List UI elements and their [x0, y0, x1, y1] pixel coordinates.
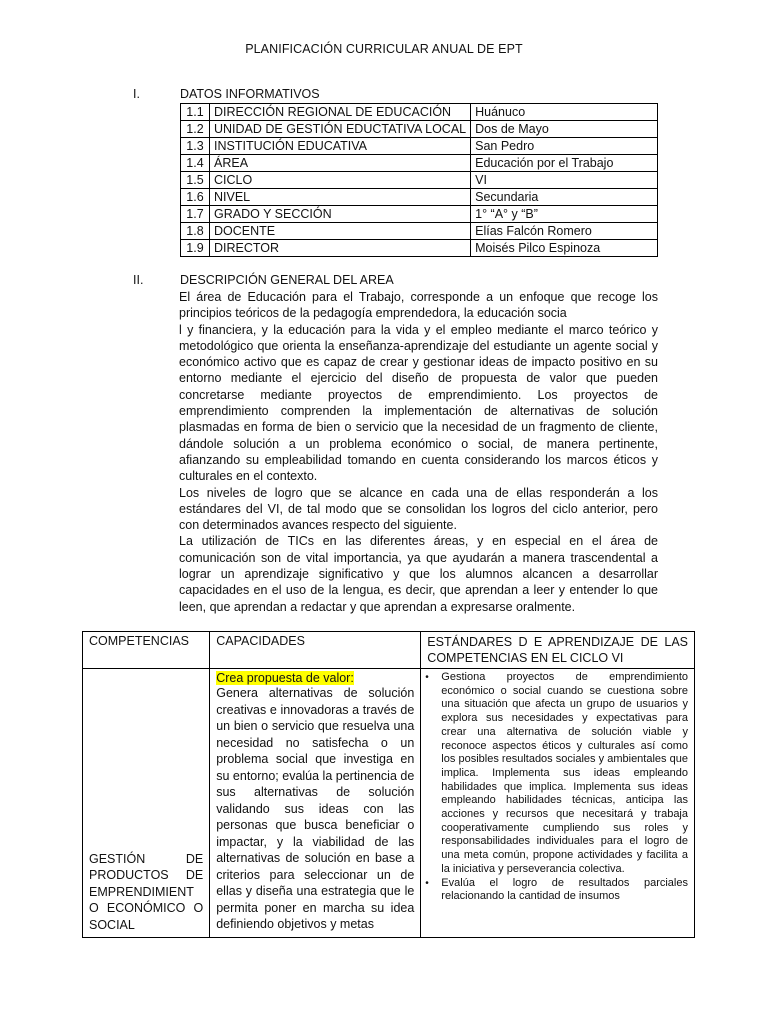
info-row: [181, 155, 658, 172]
header-competencias: COMPETENCIAS: [83, 632, 210, 669]
info-row-number: 1.1: [181, 104, 210, 121]
area-description: [179, 289, 658, 615]
bullet-dot-icon: •: [425, 672, 429, 683]
info-row-number: 1.4: [181, 155, 210, 172]
info-row-label: INSTITUCIÓN EDUCATIVA: [210, 138, 471, 155]
description-paragraph: Los niveles de logro que se alcance en cada una de ellas responderán a los estándares del VI, de tal modo que se consolidan los logros del ciclo anterior, pero con determinados avances respecto del siguiente.: [179, 485, 658, 533]
info-row-number: 1.6: [181, 189, 210, 206]
info-row-label: DIRECTOR: [210, 240, 471, 257]
info-row-number: 1.7: [181, 206, 210, 223]
standard-bullet-text: Evalúa el logro de resultados parciales relacionando la cantidad de insumos: [441, 876, 688, 903]
info-row-value: Educación por el Trabajo: [471, 155, 658, 172]
competency-cell: [83, 669, 210, 938]
section-1-numeral: I.: [133, 87, 140, 101]
info-row-number: 1.3: [181, 138, 210, 155]
competencies-table: [82, 631, 695, 938]
competency-row: [83, 669, 695, 938]
info-row: [181, 138, 658, 155]
info-row-number: 1.5: [181, 172, 210, 189]
info-row-label: ÁREA: [210, 155, 471, 172]
standard-bullet: [427, 671, 688, 877]
info-row-value: Huánuco: [471, 104, 658, 121]
info-row: [181, 189, 658, 206]
header-estandares: ESTÁNDARES D E APRENDIZAJE DE LAS COMPETENCIAS EN EL CICLO VI: [421, 632, 695, 669]
info-row: [181, 121, 658, 138]
info-row-number: 1.9: [181, 240, 210, 257]
info-row-label: CICLO: [210, 172, 471, 189]
competencies-header-row: [83, 632, 695, 669]
document-title: PLANIFICACIÓN CURRICULAR ANUAL DE EPT: [245, 42, 523, 56]
info-row-number: 1.8: [181, 223, 210, 240]
standards-cell: [421, 669, 695, 938]
capacity-title: Crea propuesta de valor:: [216, 671, 354, 685]
header-capacidades: CAPACIDADES: [210, 632, 421, 669]
section-2-numeral: II.: [133, 273, 144, 287]
info-row-number: 1.2: [181, 121, 210, 138]
info-row-label: DOCENTE: [210, 223, 471, 240]
standard-bullet: [427, 877, 688, 904]
section-2-heading: DESCRIPCIÓN GENERAL DEL AREA: [180, 273, 394, 287]
competency-name: GESTIÓN DE PRODUCTOS DE EMPRENDIMIENT O ECONÓMICO O SOCIAL: [89, 851, 204, 932]
info-row-label: GRADO Y SECCIÓN: [210, 206, 471, 223]
bullet-dot-icon: •: [425, 877, 429, 889]
info-row-value: Secundaria: [471, 189, 658, 206]
description-paragraph: La utilización de TICs en las diferentes áreas, y en especial en el área de comunicación son de vital importancia, ya que ayudarán a manera trascendental a lograr un aprendizaje significativo y que los alumnos alcancen a desarrollar capacidades en el uso de la lengua, es decir, que aprendan a leer y entender lo que leen, que aprendan a redactar y que aprendan a expresarse oralmente.: [179, 534, 658, 614]
info-row-value: San Pedro: [471, 138, 658, 155]
info-row-label: NIVEL: [210, 189, 471, 206]
info-row: [181, 240, 658, 257]
info-row: [181, 172, 658, 189]
description-paragraph: l y financiera, y la educación para la vida y el empleo mediante el marco teórico y metodológico que orienta la enseñanza-aprendizaje del estudiante un agente social y económico activo que es capaz de crear y gestionar ideas de impacto positivo en su entorno mediante el ejercicio del diseño de propuesta de valor que pueden concretarse mediante proyectos de emprendimiento. Los proyectos de emprendimiento comprenden la implementación de alternativas de solución plasmadas en forma de bien o servicio que la necesidad de un fragmento de cliente, dándole solución a un problema económico o social, de manera pertinente, afianzando su empleabilidad tomando en cuenta considerando los marcos éticos y culturales en el contexto.: [179, 322, 658, 484]
description-paragraph: El área de Educación para el Trabajo, corresponde a un enfoque que recoge los principios teóricos de la pedagogía emprendedora, la educación socia: [179, 290, 658, 321]
info-row: [181, 223, 658, 240]
section-1-heading: DATOS INFORMATIVOS: [180, 87, 320, 101]
standard-bullet-text: Gestiona proyectos de emprendimiento económico o social cuando se cuestiona sobre una situación que afecta un grupo de usuarios y explora sus necesidades y expectativas para crear una alternativa de solución viable y reconoce aspectos éticos y culturales así como los posibles resultados sociales y ambientales que implica. Implementa sus ideas empleando habilidades que implica. Implementa sus ideas empleando habilidades técnicas, anticipa las acciones y recursos que necesitará y trabaja cooperativamente cumpliendo sus roles y responsabilidades individuales para el logro de una meta común, propone actividades y facilita a la iniciativa y perseverancia colectiva.: [441, 671, 688, 875]
info-row: [181, 104, 658, 121]
info-row-value: Elías Falcón Romero: [471, 223, 658, 240]
info-table: [180, 103, 658, 257]
info-row-value: Dos de Mayo: [471, 121, 658, 138]
info-row-value: Moisés Pilco Espinoza: [471, 240, 658, 257]
info-row-label: UNIDAD DE GESTIÓN EDUCTATIVA LOCAL: [210, 121, 471, 138]
info-row-value: VI: [471, 172, 658, 189]
info-row-label: DIRECCIÓN REGIONAL DE EDUCACIÓN: [210, 104, 471, 121]
info-row: [181, 206, 658, 223]
capacity-text: Genera alternativas de solución creativas e innovadoras a través de un bien o servicio que resuelva una necesidad no satisfecha o un problema social que investiga en su entorno; evalúa la pertinencia de sus alternativas de solución validando sus ideas con las personas que busca beneficiar o impactar, y la viabilidad de las alternativas de solución en base a criterios para seleccionar un de ellas y diseña una estrategia que le permita poner en marcha su idea definiendo objetivos y metas: [216, 686, 415, 931]
info-row-value: 1° “A° y “B”: [471, 206, 658, 223]
capacity-cell: [210, 669, 421, 938]
